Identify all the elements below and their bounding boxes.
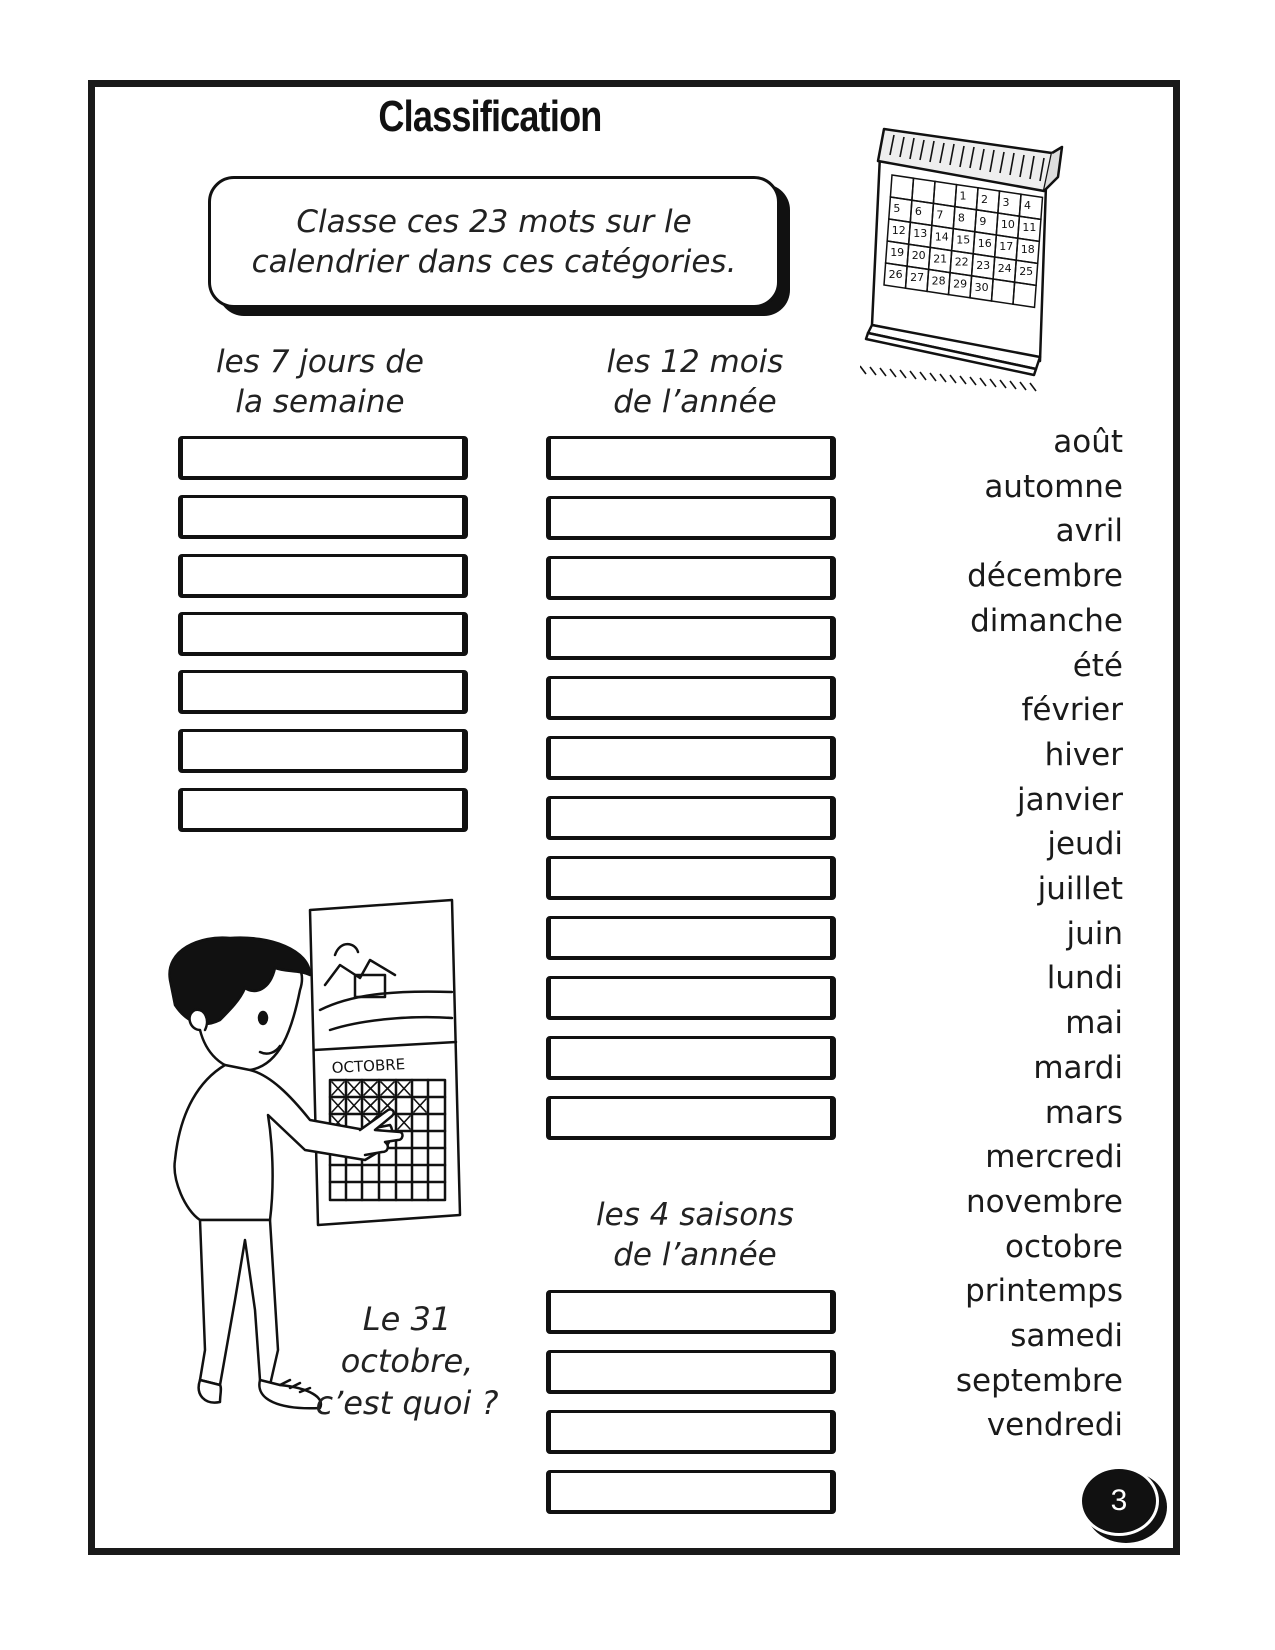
calendar-date: 6 xyxy=(914,205,922,219)
calendar-date: 14 xyxy=(934,230,949,244)
calendar-date: 11 xyxy=(1022,221,1037,235)
word-bank-item: août xyxy=(1053,424,1123,460)
word-bank-item: décembre xyxy=(967,558,1123,595)
calendar-date: 18 xyxy=(1020,243,1035,257)
calendar-date: 19 xyxy=(890,246,905,259)
calendar-date: 2 xyxy=(981,192,988,206)
word-bank-item: été xyxy=(1072,647,1123,684)
answer-box-day[interactable] xyxy=(178,436,468,480)
word-bank-item: vendredi xyxy=(986,1407,1123,1444)
page-number: 3 xyxy=(1079,1466,1159,1536)
answer-box-season[interactable] xyxy=(546,1410,836,1454)
calendar-date: 22 xyxy=(954,255,969,269)
category-days-heading xyxy=(190,342,450,422)
calendar-date: 5 xyxy=(893,202,901,215)
question-line-1: Le 31 xyxy=(362,1300,452,1338)
category-months-heading xyxy=(560,342,830,422)
word-bank-item: septembre xyxy=(955,1362,1123,1399)
answer-box-month[interactable] xyxy=(546,556,836,600)
calendar-date: 26 xyxy=(888,268,903,281)
word-bank-item: janvier xyxy=(1016,781,1123,818)
answer-box-season[interactable] xyxy=(546,1470,836,1514)
category-seasons-line-1: les 4 saisons xyxy=(596,1197,794,1233)
answer-box-day[interactable] xyxy=(178,729,468,773)
page-title: Classification xyxy=(378,92,602,141)
calendar-date: 29 xyxy=(953,277,968,291)
answer-box-day[interactable] xyxy=(178,788,468,832)
calendar-date: 17 xyxy=(999,240,1014,253)
word-bank-item: octobre xyxy=(1005,1228,1123,1265)
calendar-illustration xyxy=(860,125,1070,400)
answer-box-month[interactable] xyxy=(546,676,836,720)
answer-box-month[interactable] xyxy=(546,1096,836,1140)
category-months-line-2: de l’année xyxy=(613,384,777,420)
word-bank-item: mai xyxy=(1065,1005,1123,1042)
calendar-date: 10 xyxy=(1000,218,1015,231)
word-bank-item: jeudi xyxy=(1047,826,1123,863)
word-bank xyxy=(883,420,1123,1448)
category-seasons-line-2: de l’année xyxy=(613,1237,777,1273)
calendar-date: 3 xyxy=(1002,196,1010,209)
answer-box-month[interactable] xyxy=(546,616,836,660)
answer-box-day[interactable] xyxy=(178,670,468,714)
word-bank-item: mercredi xyxy=(985,1139,1123,1176)
question-line-3: c’est quoi ? xyxy=(315,1384,499,1422)
answer-box-season[interactable] xyxy=(546,1350,836,1394)
calendar-date: 20 xyxy=(911,249,926,263)
answer-box-month[interactable] xyxy=(546,856,836,900)
answer-box-month[interactable] xyxy=(546,1036,836,1080)
answer-box-month[interactable] xyxy=(546,976,836,1020)
word-bank-item: printemps xyxy=(965,1273,1123,1310)
answer-box-month[interactable] xyxy=(546,496,836,540)
word-bank-item: février xyxy=(1021,692,1123,729)
calendar-date: 23 xyxy=(976,258,991,272)
calendar-date: 27 xyxy=(910,271,925,285)
calendar-date: 12 xyxy=(891,224,906,237)
calendar-date: 9 xyxy=(979,214,987,228)
calendar-date: 15 xyxy=(956,233,971,247)
category-days-line-2: la semaine xyxy=(235,384,405,420)
instructions-line-1: Classe ces 23 mots sur le xyxy=(296,204,692,240)
word-bank-item: mardi xyxy=(1033,1049,1123,1086)
question-line-2: octobre, xyxy=(340,1342,474,1380)
answer-box-month[interactable] xyxy=(546,796,836,840)
calendar-date: 4 xyxy=(1024,199,1031,213)
word-bank-item: samedi xyxy=(1010,1318,1123,1355)
answer-box-day[interactable] xyxy=(178,495,468,539)
word-bank-item: mars xyxy=(1044,1094,1123,1131)
answer-box-day[interactable] xyxy=(178,612,468,656)
calendar-date: 25 xyxy=(1019,265,1034,279)
calendar-date: 7 xyxy=(936,208,944,222)
calendar-date: 30 xyxy=(974,280,989,294)
word-bank-item: automne xyxy=(984,468,1123,505)
calendar-date: 24 xyxy=(997,262,1012,275)
word-bank-item: avril xyxy=(1055,513,1123,550)
instructions-line-2: calendrier dans ces catégories. xyxy=(251,244,737,280)
word-bank-item: juillet xyxy=(1037,871,1123,908)
word-bank-item: novembre xyxy=(965,1183,1123,1220)
answer-box-month[interactable] xyxy=(546,736,836,780)
category-days-line-1: les 7 jours de xyxy=(216,344,424,380)
calendar-date: 21 xyxy=(933,252,948,266)
instructions-box xyxy=(208,176,780,308)
calendar-date: 16 xyxy=(977,236,992,250)
question-text xyxy=(312,1298,502,1424)
calendar-date: 28 xyxy=(931,274,946,288)
word-bank-item: juin xyxy=(1066,915,1123,952)
calendar-date: 13 xyxy=(913,227,928,241)
word-bank-item: dimanche xyxy=(970,602,1123,639)
category-seasons-heading xyxy=(560,1195,830,1275)
word-bank-item: hiver xyxy=(1044,736,1123,773)
answer-box-month[interactable] xyxy=(546,436,836,480)
answer-box-month[interactable] xyxy=(546,916,836,960)
answer-box-season[interactable] xyxy=(546,1290,836,1334)
calendar-date: 1 xyxy=(959,189,967,203)
category-months-line-1: les 12 mois xyxy=(606,344,784,380)
boy-calendar-month-label: OCTOBRE xyxy=(331,1055,406,1077)
calendar-date: 8 xyxy=(957,211,965,225)
word-bank-item: lundi xyxy=(1046,960,1123,997)
answer-box-day[interactable] xyxy=(178,554,468,598)
